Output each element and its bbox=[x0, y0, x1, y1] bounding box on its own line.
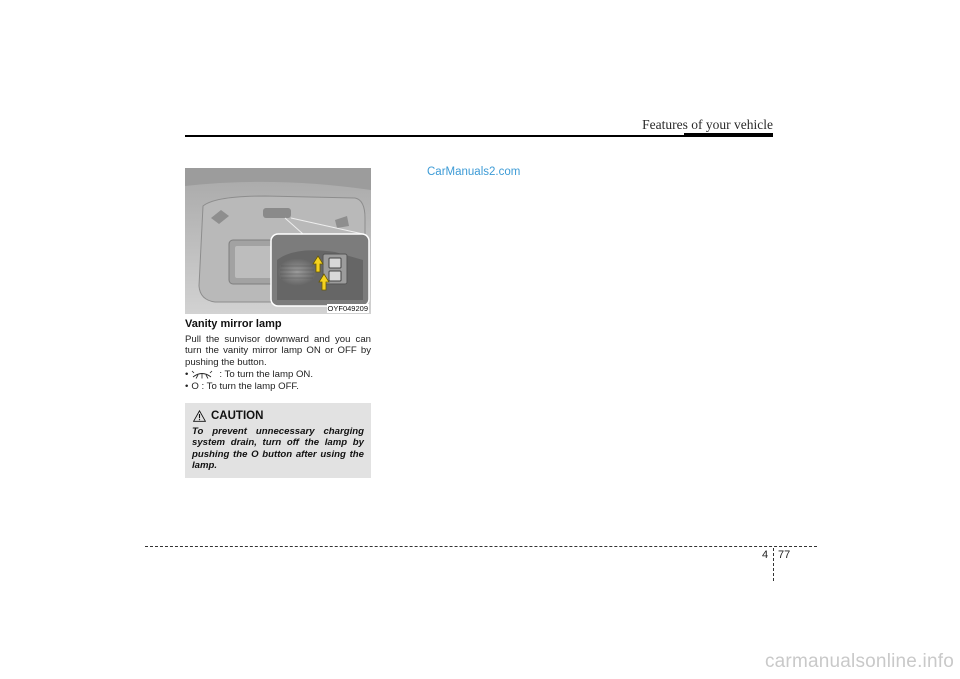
watermark-link-top[interactable]: CarManuals2.com bbox=[427, 166, 521, 178]
vanity-mirror-figure bbox=[185, 168, 371, 314]
lamp-on-icon bbox=[191, 370, 213, 379]
header-rule-tab bbox=[684, 133, 773, 137]
bullet-text-off: O : To turn the lamp OFF. bbox=[191, 380, 299, 392]
page-header-title: Features of your vehicle bbox=[642, 117, 773, 132]
caution-title: CAUTION bbox=[211, 410, 264, 422]
caution-header bbox=[193, 410, 263, 422]
bullet-text-on: : To turn the lamp ON. bbox=[219, 369, 314, 380]
figure-code: OYF049209 bbox=[327, 304, 368, 313]
page-number-divider bbox=[773, 548, 774, 581]
section-heading: Vanity mirror lamp bbox=[185, 318, 282, 330]
warning-triangle-icon bbox=[193, 410, 206, 422]
list-item bbox=[185, 369, 375, 381]
page-number: 77 bbox=[778, 549, 791, 561]
bullet-list bbox=[185, 369, 375, 392]
watermark-link-bottom[interactable]: carmanualsonline.info bbox=[764, 651, 954, 672]
caution-box bbox=[185, 403, 371, 478]
vanity-mirror-lamp-illustration bbox=[185, 168, 371, 314]
footer-dashed-rule bbox=[145, 546, 817, 547]
section-number: 4 bbox=[762, 549, 769, 561]
bullet-dot: • bbox=[185, 369, 189, 380]
bullet-dot: • bbox=[185, 380, 189, 392]
list-item bbox=[185, 381, 375, 393]
caution-text: To prevent unnecessary charging system drain, turn off the lamp by pushing the O button after using the lamp. bbox=[192, 426, 364, 472]
section-body-text: Pull the sunvisor downward and you can turn the vanity mirror lamp ON or OFF by pushing the button. bbox=[185, 334, 371, 368]
